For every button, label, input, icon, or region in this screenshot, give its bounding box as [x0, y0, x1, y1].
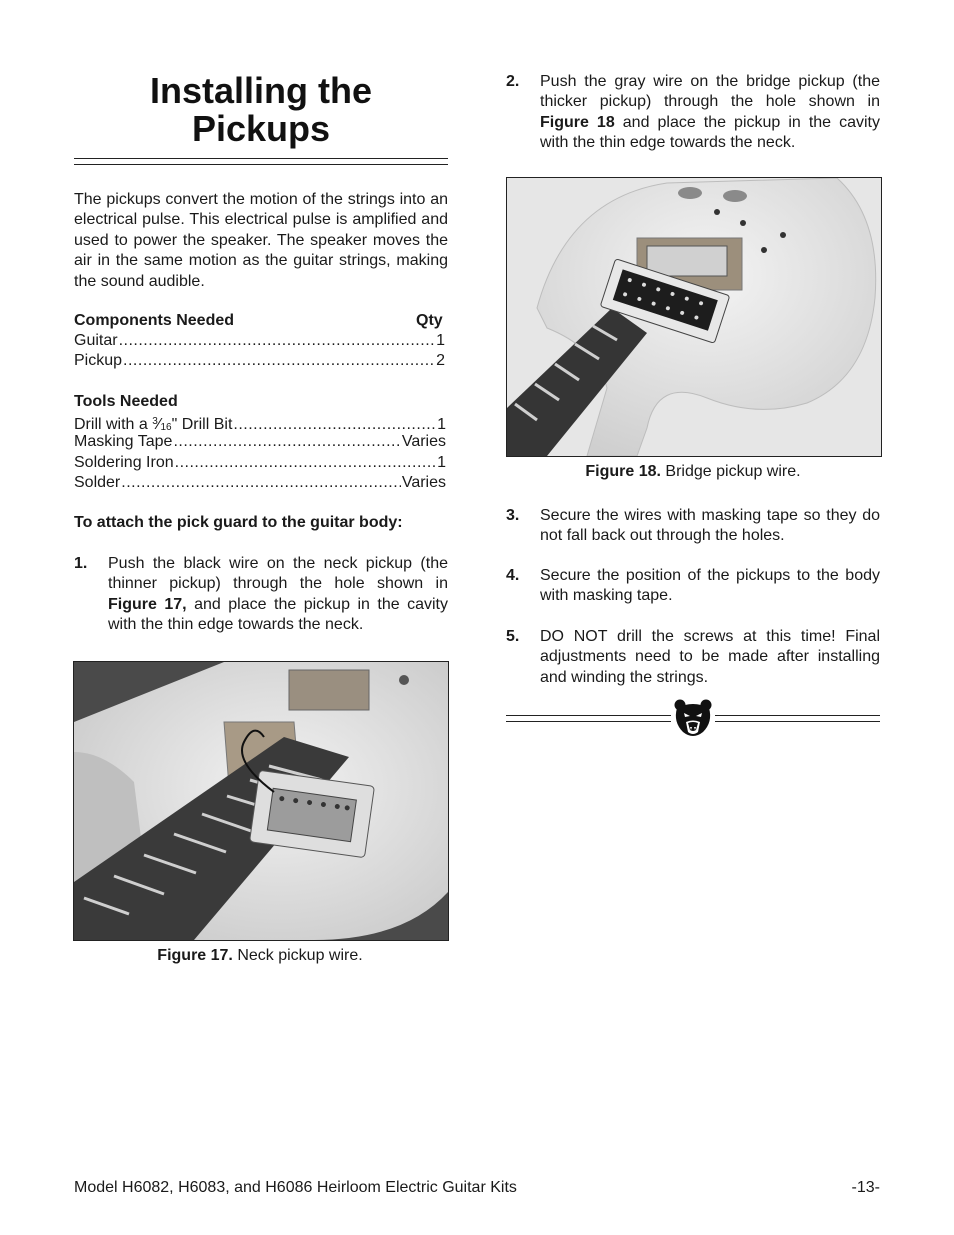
component-label: Pickup	[74, 352, 123, 369]
tool-row-solder	[74, 473, 446, 493]
qty-heading: Qty	[416, 312, 443, 329]
section-end-rule-right	[715, 715, 880, 722]
step-text	[540, 72, 880, 154]
tool-label-drill: Drill with a $^3$⁄16" Drill Bit	[74, 416, 233, 433]
bear-logo-icon	[673, 698, 713, 740]
leader-dots	[121, 473, 401, 493]
component-qty: 1	[436, 332, 445, 349]
drill-fraction-numerator: 3	[152, 416, 158, 427]
step-number: 4.	[506, 567, 520, 584]
step-text: Secure the position of the pickups to the body with masking tape.	[540, 567, 880, 605]
drill-prefix: Drill with a	[74, 416, 153, 433]
figure-17-label: Figure 17.	[157, 947, 233, 964]
tool-row-masking-tape	[74, 432, 446, 452]
figure-18-caption-text: Bridge pickup wire.	[660, 463, 801, 480]
footer-model-text: Model H6082, H6083, and H6086 Heirloom Electric Guitar Kits	[74, 1179, 517, 1196]
tools-heading: Tools Needed	[74, 393, 178, 410]
component-row-pickup	[74, 351, 445, 371]
tool-qty: Varies	[401, 474, 446, 491]
tool-qty: 1	[437, 416, 446, 433]
step-number: 1.	[74, 555, 88, 572]
tool-qty: Varies	[401, 433, 446, 450]
figure-18-photo	[506, 177, 882, 457]
leader-dots	[175, 453, 436, 473]
title-divider	[74, 158, 448, 165]
step-3	[506, 506, 880, 548]
tool-label: Masking Tape	[74, 433, 173, 450]
drill-fraction-denominator: 16	[160, 422, 172, 433]
figure-reference: Figure 18	[540, 113, 615, 131]
component-row-guitar	[74, 331, 445, 351]
step-4	[506, 566, 880, 608]
leader-dots	[119, 331, 436, 351]
step-number: 3.	[506, 507, 520, 524]
leader-dots	[123, 351, 435, 371]
figure-17-caption	[73, 946, 447, 966]
page-title	[74, 72, 448, 148]
step-2	[506, 72, 880, 154]
step-text	[108, 554, 448, 636]
figure-17-photo	[73, 661, 449, 941]
component-label: Guitar	[74, 332, 118, 349]
leader-dots	[173, 432, 400, 452]
step-text-part: and place the pickup in the cavity with the thin edge towards the neck.	[540, 113, 880, 152]
step-5	[506, 627, 880, 689]
step-text-part: Push the gray wire on the bridge pickup (the thicker pickup) through the hole shown in	[540, 73, 880, 111]
step-number: 5.	[506, 628, 520, 645]
step-number: 2.	[506, 73, 520, 90]
tool-row-soldering-iron	[74, 453, 446, 473]
tool-label: Solder	[74, 474, 121, 491]
figure-reference: Figure 17,	[108, 595, 187, 613]
tool-label: Soldering Iron	[74, 454, 174, 471]
step-1	[74, 554, 448, 636]
step-text: Secure the wires with masking tape so they do not fall back out through the holes.	[540, 507, 880, 545]
intro-paragraph: The pickups convert the motion of the strings into an electrical pulse. This electrical pulse is amplified and used to power the speaker. The speaker moves the air in the same motion as the guitar strings, making the sound audible.	[74, 191, 448, 290]
step-text-part: and place the pickup in the cavity with the thin edge towards the neck.	[108, 595, 449, 634]
figure-18-caption	[506, 462, 880, 482]
page-title-line1: Installing the	[149, 70, 372, 111]
page-title-line2: Pickups	[191, 108, 331, 149]
page-number: -13-	[851, 1179, 880, 1196]
step-text-part: Push the black wire on the neck pickup (the thinner pickup) through the hole shown in	[108, 555, 448, 593]
figure-17-caption-text: Neck pickup wire.	[232, 947, 363, 964]
tool-qty: 1	[437, 454, 446, 471]
figure-18-label: Figure 18.	[585, 463, 661, 480]
step-text: DO NOT drill the screws at this time! Final adjustments need to be made after installing and winding the strings.	[540, 628, 880, 686]
component-qty: 2	[436, 352, 445, 369]
procedure-heading: To attach the pick guard to the guitar body:	[74, 514, 403, 531]
section-end-rule-left	[506, 715, 671, 722]
drill-suffix: " Drill Bit	[171, 416, 233, 433]
components-heading: Components Needed	[74, 312, 235, 329]
